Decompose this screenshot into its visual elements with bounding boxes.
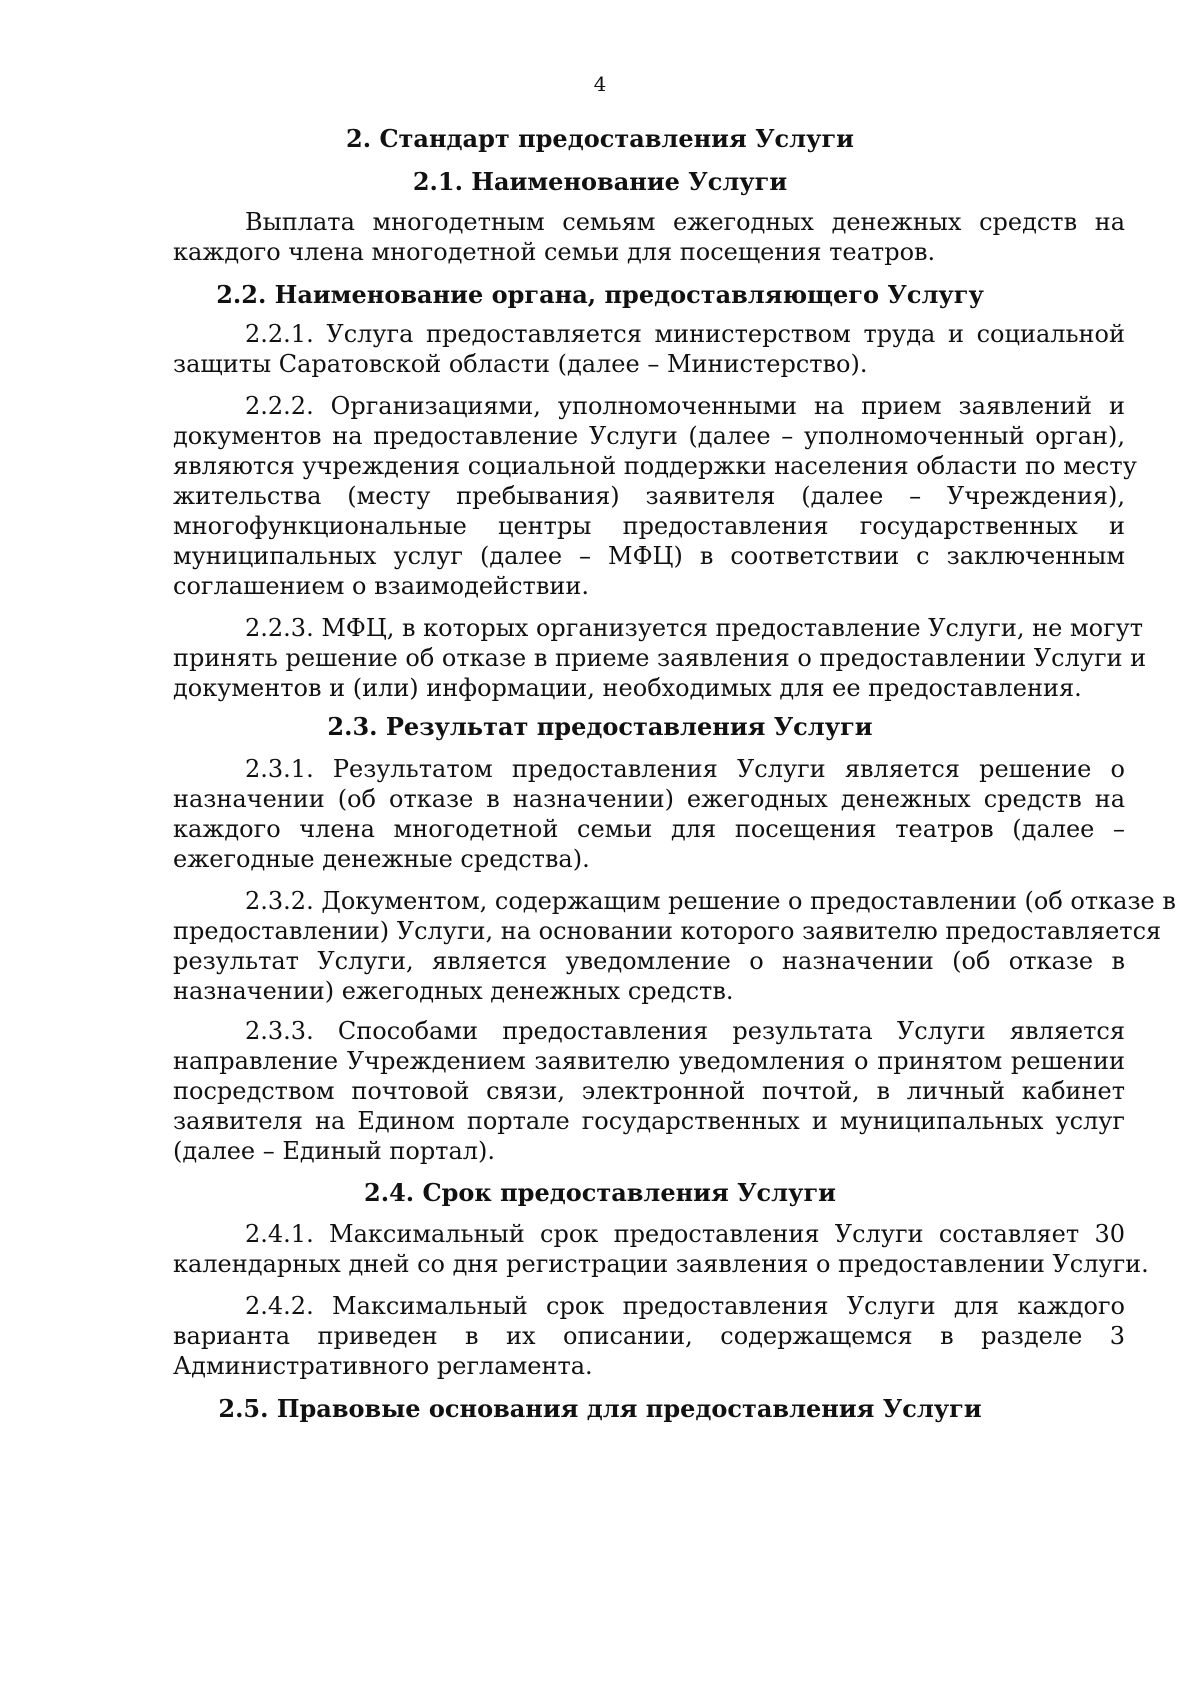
paragraph-line: принять решение об отказе в приеме заявления о предоставлении Услуги и [173, 644, 1147, 672]
paragraph-line: документов на предоставление Услуги (далее – уполномоченный орган), [173, 422, 1125, 450]
paragraph-line: муниципальных услуг (далее – МФЦ) в соответствии с заключенным [173, 542, 1125, 570]
section-heading: 2. Стандарт предоставления Услуги [346, 124, 854, 153]
paragraph-line: заявителя на Едином портале государственных и муниципальных услуг [173, 1107, 1125, 1135]
paragraph-line: 2.3.1. Результатом предоставления Услуги является решение о [245, 755, 1125, 783]
paragraph-line: жительства (месту пребывания) заявителя (далее – Учреждения), [173, 482, 1125, 510]
paragraph-line: соглашением о взаимодействии. [173, 572, 589, 600]
paragraph-line: Выплата многодетным семьям ежегодных денежных средств на [245, 208, 1125, 236]
subsection-heading: 2.5. Правовые основания для предоставления Услуги [218, 1394, 982, 1423]
paragraph-line: защиты Саратовской области (далее – Министерство). [173, 350, 868, 378]
paragraph-line: варианта приведен в их описании, содержащемся в разделе 3 [173, 1322, 1125, 1350]
paragraph-line: результат Услуги, является уведомление о назначении (об отказе в [173, 947, 1125, 975]
paragraph-line: направление Учреждением заявителю уведомления о принятом решении [173, 1047, 1125, 1075]
paragraph-line: каждого члена многодетной семьи для посещения театров. [173, 238, 936, 266]
paragraph-line: 2.2.1. Услуга предоставляется министерством труда и социальной [245, 320, 1125, 348]
paragraph-line: многофункциональные центры предоставления государственных и [173, 512, 1125, 540]
paragraph-line: календарных дней со дня регистрации заявления о предоставлении Услуги. [173, 1250, 1149, 1278]
paragraph-line: 2.4.1. Максимальный срок предоставления Услуги составляет 30 [245, 1220, 1125, 1248]
paragraph-line: являются учреждения социальной поддержки населения области по месту [173, 452, 1137, 480]
paragraph-line: 2.4.2. Максимальный срок предоставления Услуги для каждого [245, 1292, 1125, 1320]
subsection-heading: 2.1. Наименование Услуги [412, 167, 788, 196]
paragraph-line: документов и (или) информации, необходимых для ее предоставления. [173, 674, 1082, 702]
paragraph-line: предоставлении) Услуги, на основании которого заявителю предоставляется [173, 917, 1162, 945]
paragraph-line: 2.2.3. МФЦ, в которых организуется предоставление Услуги, не могут [245, 614, 1144, 642]
paragraph-line: 2.2.2. Организациями, уполномоченными на прием заявлений и [245, 392, 1125, 420]
paragraph-line: 2.3.3. Способами предоставления результата Услуги является [245, 1017, 1125, 1045]
subsection-heading: 2.2. Наименование органа, предоставляющего Услугу [216, 280, 984, 309]
paragraph-line: ежегодные денежные средства). [173, 845, 590, 873]
paragraph-line: назначении) ежегодных денежных средств. [173, 977, 734, 1005]
paragraph-line: каждого члена многодетной семьи для посещения театров (далее – [173, 815, 1125, 843]
subsection-heading: 2.3. Результат предоставления Услуги [327, 712, 873, 741]
paragraph-line: 2.3.2. Документом, содержащим решение о предоставлении (об отказе в [245, 887, 1176, 915]
subsection-heading: 2.4. Срок предоставления Услуги [364, 1178, 836, 1207]
paragraph-line: (далее – Единый портал). [173, 1137, 496, 1165]
paragraph-line: Административного регламента. [173, 1352, 593, 1380]
paragraph-line: назначении (об отказе в назначении) ежегодных денежных средств на [173, 785, 1125, 813]
paragraph-line: посредством почтовой связи, электронной почтой, в личный кабинет [173, 1077, 1125, 1105]
page-number: 4 [593, 72, 607, 96]
